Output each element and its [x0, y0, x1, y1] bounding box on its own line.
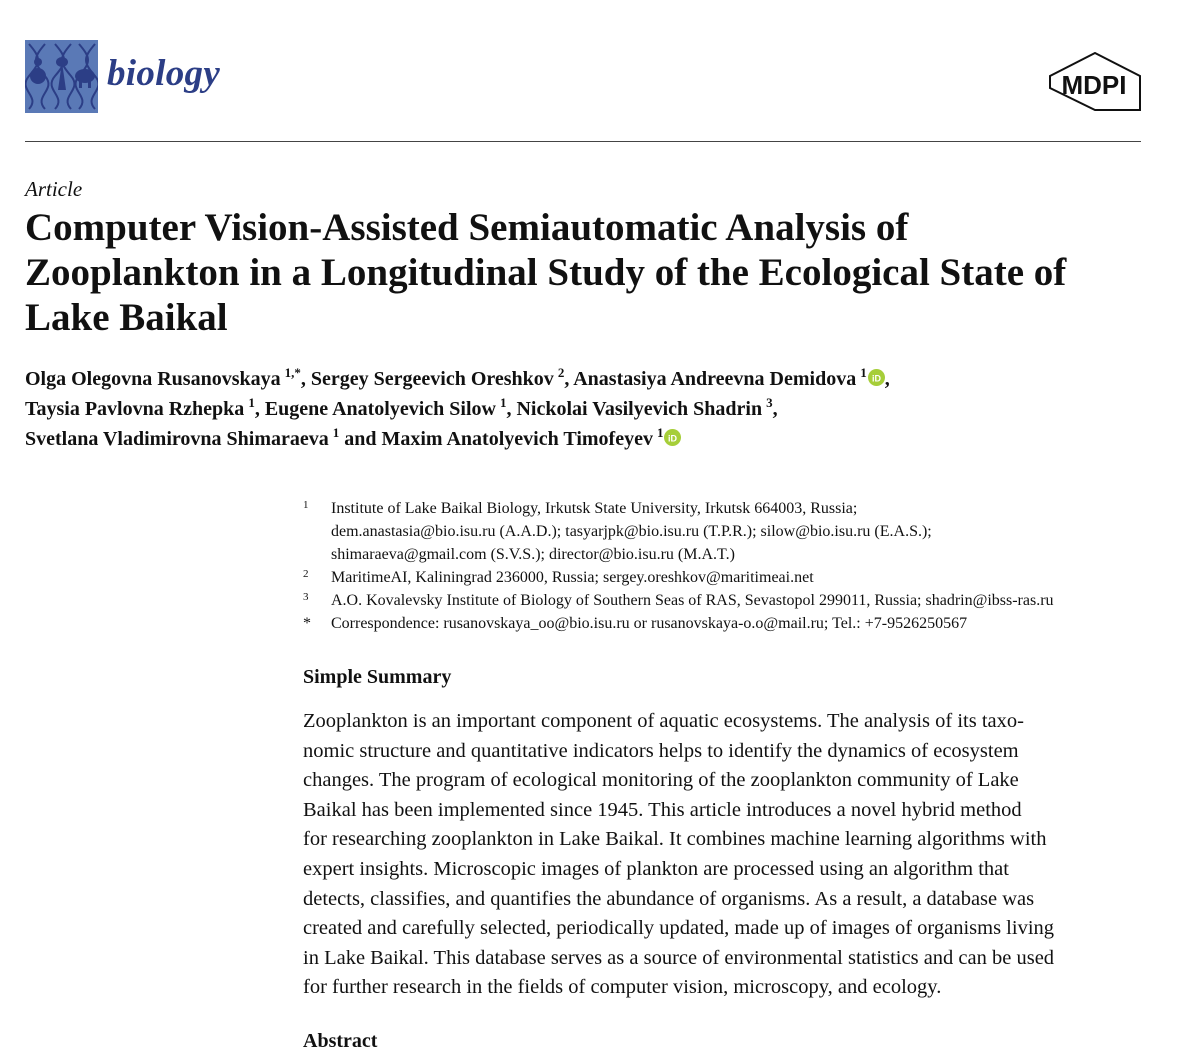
simple-summary-body	[303, 707, 1153, 1003]
author-affiliation-sup: 1	[499, 395, 507, 410]
summary-line: nomic structure and quantitative indicators helps to identify the dynamics of ecosystem	[303, 739, 1019, 762]
summary-line: Zooplankton is an important component of aquatic ecosystems. The analysis of its taxo-	[303, 710, 1024, 732]
author-affiliation-sup: 3	[766, 395, 773, 410]
author-conjunction: and	[344, 428, 377, 450]
article-title	[25, 205, 1155, 340]
summary-line: in Lake Baikal. This database serves as a source of environmental statistics and can be used	[303, 946, 1055, 969]
affiliations	[303, 497, 1163, 635]
affiliation-number: 2	[303, 568, 309, 580]
author-name[interactable]: Sergey Sergeevich Oreshkov	[310, 368, 554, 390]
affiliation-text[interactable]: dem.anastasia@bio.isu.ru (A.A.D.); tasyarjpk@bio.isu.ru (T.P.R.); silow@bio.isu.ru (E.A.S.);	[331, 523, 932, 540]
summary-line: for researching zooplankton in Lake Baikal. It combines machine learning algorithms with	[303, 828, 1047, 851]
svg-text:iD: iD	[668, 433, 678, 444]
simple-summary-heading: Simple Summary	[303, 666, 452, 688]
author-affiliation-sup: 1	[656, 425, 664, 440]
author-line: Taysia Pavlovna Rzhepka $^1$, Eugene Anatolyevich Silow $^1$, Nickolai Vasilyevich Shadrin $^3$,	[25, 395, 778, 420]
publisher-name: MDPI	[1061, 70, 1127, 100]
author-affiliation-sup: 1,*	[284, 365, 301, 380]
orcid-icon[interactable]	[664, 429, 681, 446]
affiliation-number: 3	[303, 591, 309, 603]
author-name[interactable]: Anastasiya Andreevna Demidova	[573, 368, 857, 390]
author-line: Olga Olegovna Rusanovskaya $^{1,*}$, Sergey Sergeevich Oreshkov $^2$, Anastasiya Andreevna Demidova $^1$ iD ,	[25, 365, 890, 390]
author-name[interactable]: Nickolai Vasilyevich Shadrin	[516, 398, 763, 420]
affiliation-item	[303, 566, 1163, 589]
header-divider	[25, 141, 1141, 142]
summary-line: Baikal has been implemented since 1945. This article introduces a novel hybrid method	[303, 798, 1022, 821]
summary-line: for further research in the fields of computer vision, microscopy, and ecology.	[303, 976, 942, 999]
biology-journal-logo	[25, 40, 98, 113]
author-name[interactable]: Svetlana Vladimirovna Shimaraeva	[25, 428, 329, 450]
author-name[interactable]: Taysia Pavlovna Rzhepka	[25, 398, 245, 420]
summary-line: changes. The program of ecological monitoring of the zooplankton community of Lake	[303, 769, 1019, 792]
article-type: Article	[25, 177, 83, 201]
affiliation-item	[303, 589, 1163, 612]
dna-helix-icon	[25, 40, 98, 113]
author-list	[25, 364, 1155, 454]
summary-line: expert insights. Microscopic images of plankton are processed using an algorithm that	[303, 857, 1009, 880]
author-affiliation-sup: 1	[860, 365, 867, 380]
mdpi-logo	[1048, 52, 1142, 112]
title-line: Computer Vision-Assisted Semiautomatic Analysis of	[25, 206, 909, 249]
author-affiliation-sup: 1	[248, 395, 255, 410]
affiliation-text[interactable]: A.O. Kovalevsky Institute of Biology of Southern Seas of RAS, Sevastopol 299011, Russia; shadrin@ibss-ras.ru	[331, 592, 1054, 609]
author-line	[25, 424, 1155, 454]
correspondence-item	[303, 612, 1163, 635]
correspondence-marker: *	[303, 615, 311, 632]
title-line: Zooplankton in a Longitudinal Study of the Ecological State of	[25, 251, 1067, 294]
svg-text:iD: iD	[871, 373, 881, 384]
author-name[interactable]: Olga Olegovna Rusanovskaya	[25, 368, 281, 390]
correspondence-text[interactable]: Correspondence: rusanovskaya_oo@bio.isu.ru or rusanovskaya-o.o@mail.ru; Tel.: +7-9526250567	[331, 615, 968, 632]
title-line: Lake Baikal	[25, 296, 228, 339]
affiliation-text[interactable]: MaritimeAI, Kaliningrad 236000, Russia; sergey.oreshkov@maritimeai.net	[331, 569, 814, 586]
affiliation-text: Institute of Lake Baikal Biology, Irkutsk State University, Irkutsk 664003, Russia;	[331, 500, 858, 517]
orcid-icon[interactable]	[868, 369, 885, 386]
affiliation-number: 1	[303, 499, 309, 511]
author-affiliation-sup: 2	[557, 365, 565, 380]
summary-line: created and carefully selected, periodically updated, made up of images of organisms living	[303, 917, 1055, 940]
affiliation-text[interactable]: shimaraeva@gmail.com (S.V.S.); director@bio.isu.ru (M.A.T.)	[331, 546, 735, 563]
summary-line: detects, classifies, and quantifies the abundance of organisms. As a result, a database was	[303, 887, 1035, 910]
author-name[interactable]: Maxim Anatolyevich Timofeyev	[381, 428, 653, 450]
journal-name: biology	[107, 53, 221, 94]
author-name[interactable]: Eugene Anatolyevich Silow	[264, 398, 496, 420]
author-affiliation-sup: 1	[332, 425, 340, 440]
affiliation-item	[303, 497, 1163, 566]
abstract-heading: Abstract	[303, 1030, 378, 1052]
